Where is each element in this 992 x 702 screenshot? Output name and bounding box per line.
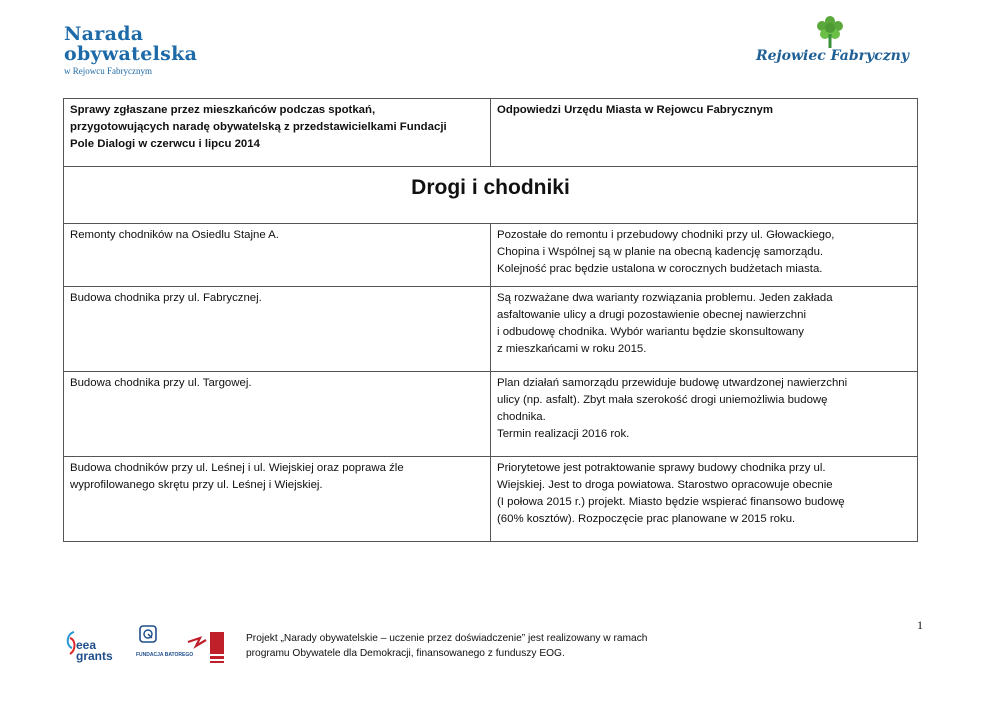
issue-line: Budowa chodników przy ul. Leśnej i ul. Wiejskiej oraz poprawa źle: [70, 462, 404, 474]
polis-logo: [186, 624, 226, 673]
response-line: Termin realizacji 2016 rok.: [497, 428, 630, 440]
footer-line: programu Obywatele dla Demokracji, finansowanego z funduszy EOG.: [246, 648, 565, 659]
response-cell: [491, 287, 918, 372]
eea-grants-logo: [64, 626, 113, 667]
issue-line: Remonty chodników na Osiedlu Stajne A.: [70, 229, 279, 241]
issue-cell: [64, 224, 491, 287]
table-row: [64, 372, 918, 457]
response-line: Priorytetowe jest potraktowanie sprawy budowy chodnika przy ul.: [497, 462, 826, 474]
sponsor-logos: [64, 622, 234, 672]
header-issues-line: Pole Dialogi w czerwcu i lipcu 2014: [70, 138, 260, 150]
batory-logo-text: FUNDACJA BATOREGO: [136, 652, 194, 658]
response-line: z mieszkańcami w roku 2015.: [497, 343, 647, 355]
response-line: Kolejność prac będzie ustalona w corocznych budżetach miasta.: [497, 263, 823, 275]
tree-icon: [812, 14, 848, 48]
table-header-row: [64, 99, 918, 167]
section-row: [64, 167, 918, 224]
narada-obywatelska-logo: [64, 24, 197, 76]
response-line: Plan działań samorządu przewiduje budowę utwardzonej nawierzchni: [497, 377, 848, 389]
footer-line: Projekt „Narady obywatelskie – uczenie przez doświadczenie” jest realizowany w ramach: [246, 633, 648, 644]
header-responses-line: Odpowiedzi Urzędu Miasta w Rejowcu Fabrycznym: [497, 104, 773, 116]
response-cell: [491, 457, 918, 542]
issue-cell: [64, 287, 491, 372]
issue-line: Budowa chodnika przy ul. Fabrycznej.: [70, 292, 262, 304]
table-row: [64, 224, 918, 287]
logo-line-1: Narada: [64, 23, 144, 45]
fundacja-batorego-logo: [136, 624, 194, 658]
header-issues-cell: [64, 99, 491, 167]
response-cell: [491, 224, 918, 287]
rejowiec-logo-text: Rejowiec Fabryczny: [756, 48, 909, 64]
response-line: (60% kosztów). Rozpoczęcie prac planowane w 2015 roku.: [497, 513, 796, 525]
polis-icon: [186, 624, 226, 668]
response-cell: [491, 372, 918, 457]
table-row: [64, 287, 918, 372]
header-issues-line: przygotowujących naradę obywatelską z przedstawicielkami Fundacji: [70, 121, 447, 133]
logo-line-2: obywatelska: [64, 43, 198, 65]
issue-cell: [64, 372, 491, 457]
response-line: chodnika.: [497, 411, 546, 423]
response-line: i odbudowę chodnika. Wybór wariantu będzie skonsultowany: [497, 326, 804, 338]
response-line: Wiejskiej. Jest to droga powiatowa. Starostwo opracowuje obecnie: [497, 479, 833, 491]
header-issues-line: Sprawy zgłaszane przez mieszkańców podczas spotkań,: [70, 104, 376, 116]
page-number: 1: [917, 618, 923, 632]
issue-cell: [64, 457, 491, 542]
header-responses-cell: [491, 99, 918, 167]
batory-icon: [138, 624, 158, 650]
response-line: asfaltowanie ulicy a drugi pozostawienie obecnej nawierzchni: [497, 309, 806, 321]
response-line: Chopina i Wspólnej są w planie na obecną kadencję samorządu.: [497, 246, 824, 258]
response-line: Pozostałe do remontu i przebudowy chodniki przy ul. Głowackiego,: [497, 229, 835, 241]
rejowiec-fabryczny-logo: [756, 14, 914, 70]
issue-line: wyprofilowanego skrętu przy ul. Leśnej i Wiejskiej.: [70, 479, 323, 491]
response-line: Są rozważane dwa warianty rozwiązania problemu. Jeden zakłada: [497, 292, 833, 304]
table-row: [64, 457, 918, 542]
eea-grants-text: eea grants: [76, 638, 113, 663]
issues-table: [63, 98, 918, 542]
logo-line-3: w Rejowcu Fabrycznym: [64, 66, 152, 76]
footer-project-note: [246, 631, 647, 661]
response-line: ulicy (np. asfalt). Zbyt mała szerokość drogi uniemożliwia budowę: [497, 394, 828, 406]
issue-line: Budowa chodnika przy ul. Targowej.: [70, 377, 252, 389]
section-title: Drogi i chodniki: [64, 167, 918, 224]
response-line: (I połowa 2015 r.) projekt. Miasto będzie wspierać finansowo budowę: [497, 496, 845, 508]
